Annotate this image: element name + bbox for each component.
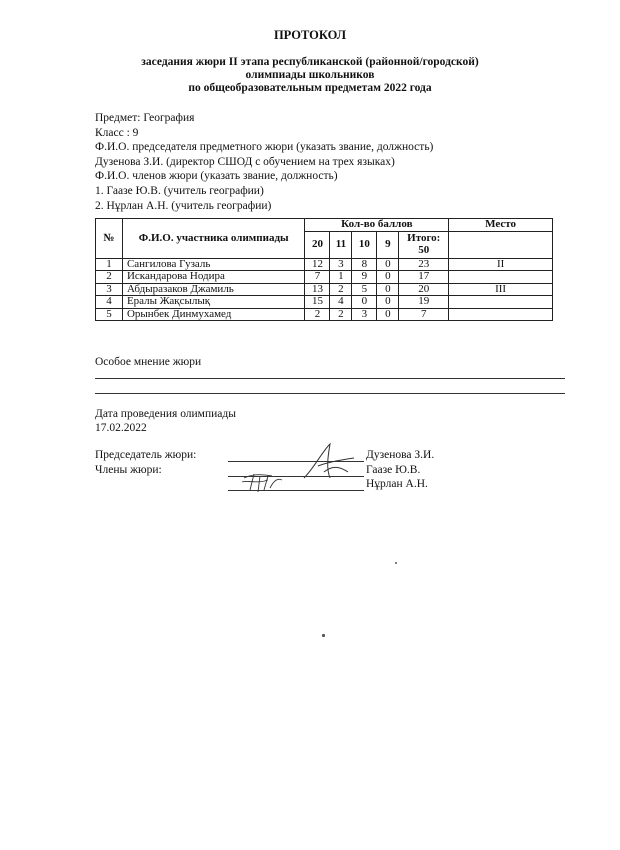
chair-heading: Ф.И.О. председателя предметного жюри (указать звание, должность) xyxy=(95,141,434,154)
chair-signature xyxy=(300,438,362,490)
chair-name: Дузенова З.И. xyxy=(366,449,435,461)
cell-score: 7 xyxy=(305,271,330,284)
col-header-score: 10 xyxy=(352,231,377,258)
cell-num: 2 xyxy=(96,271,123,284)
cell-name: Сангилова Гузаль xyxy=(122,258,305,271)
cell-score: 15 xyxy=(305,296,330,309)
opinion-line xyxy=(95,393,565,394)
cell-score: 0 xyxy=(352,296,377,309)
cell-score: 3 xyxy=(330,258,352,271)
date-value: 17.02.2022 xyxy=(95,422,147,434)
cell-score: 4 xyxy=(330,296,352,309)
cell-total: 17 xyxy=(399,271,449,284)
cell-score: 1 xyxy=(330,271,352,284)
member-line: 1. Гаазе Ю.В. (учитель географии) xyxy=(95,184,264,197)
cell-place xyxy=(449,296,553,309)
cell-score: 3 xyxy=(352,308,377,321)
document-subtitle xyxy=(0,56,620,95)
cell-score: 0 xyxy=(377,258,399,271)
cell-place xyxy=(449,308,553,321)
cell-total: 20 xyxy=(399,283,449,296)
document-title: ПРОТОКОЛ xyxy=(273,28,347,42)
cell-score: 0 xyxy=(377,271,399,284)
subtitle-line: заседания жюри II этапа республиканской (районной/городской) xyxy=(141,56,479,68)
col-header-place-empty xyxy=(449,231,553,258)
cell-score: 0 xyxy=(377,296,399,309)
cell-name: Ералы Жақсылық xyxy=(122,296,305,309)
member-name: Нұрлан А.Н. xyxy=(366,478,428,490)
table-row xyxy=(96,308,553,321)
cell-score: 5 xyxy=(352,283,377,296)
cell-name: Орынбек Динмухамед xyxy=(122,308,305,321)
cell-place: III xyxy=(449,283,553,296)
cell-place xyxy=(449,271,553,284)
opinion-line xyxy=(95,378,565,379)
grade-line: Класс : 9 xyxy=(95,126,139,139)
col-header-scores: Кол-во баллов xyxy=(305,219,449,232)
cell-score: 8 xyxy=(352,258,377,271)
cell-score: 2 xyxy=(305,308,330,321)
col-header-num: № xyxy=(96,219,123,259)
members-heading: Ф.И.О. членов жюри (указать звание, должность) xyxy=(95,170,338,183)
col-header-score: 20 xyxy=(305,231,330,258)
cell-score: 13 xyxy=(305,283,330,296)
cell-total: 7 xyxy=(399,308,449,321)
cell-score: 0 xyxy=(377,308,399,321)
cell-num: 1 xyxy=(96,258,123,271)
table-row xyxy=(96,258,553,271)
table-row xyxy=(96,283,553,296)
member-line: 2. Нұрлан А.Н. (учитель географии) xyxy=(95,199,272,212)
date-label: Дата проведения олимпиады xyxy=(95,408,236,420)
col-header-score: 11 xyxy=(330,231,352,258)
cell-score: 2 xyxy=(330,283,352,296)
total-label: Итого: xyxy=(407,232,441,244)
member-name: Гаазе Ю.В. xyxy=(366,464,421,476)
col-header-score: 9 xyxy=(377,231,399,258)
cell-num: 3 xyxy=(96,283,123,296)
table-row xyxy=(96,271,553,284)
cell-score: 12 xyxy=(305,258,330,271)
chair-label: Председатель жюри: xyxy=(95,449,197,461)
cell-place: II xyxy=(449,258,553,271)
olympiad-date xyxy=(95,407,236,435)
total-max: 50 xyxy=(418,243,430,256)
cell-name: Искандарова Нодира xyxy=(122,271,305,284)
col-header-total xyxy=(399,231,449,258)
subject-line: Предмет: География xyxy=(95,112,195,124)
protocol-info xyxy=(95,111,433,213)
cell-score: 0 xyxy=(377,283,399,296)
table-row xyxy=(96,296,553,309)
cell-total: 23 xyxy=(399,258,449,271)
cell-num: 4 xyxy=(96,296,123,309)
results-table xyxy=(95,218,553,321)
cell-name: Абдыразаков Джамиль xyxy=(122,283,305,296)
opinion-label: Особое мнение жюри xyxy=(95,356,202,368)
chair-line: Дузенова З.И. (директор СШОД с обучением на трех языках) xyxy=(95,155,395,168)
scan-speck xyxy=(395,562,397,564)
cell-total: 19 xyxy=(399,296,449,309)
subtitle-line: по общеобразовательным предметам 2022 года xyxy=(188,82,432,94)
col-header-place: Место xyxy=(449,219,553,232)
cell-num: 5 xyxy=(96,308,123,321)
subtitle-line: олимпиады школьников xyxy=(245,69,375,81)
cell-score: 2 xyxy=(330,308,352,321)
member-signature xyxy=(238,466,288,496)
scan-speck xyxy=(322,634,325,637)
col-header-name: Ф.И.О. участника олимпиады xyxy=(122,219,305,259)
cell-score: 9 xyxy=(352,271,377,284)
members-label: Члены жюри: xyxy=(95,464,162,476)
